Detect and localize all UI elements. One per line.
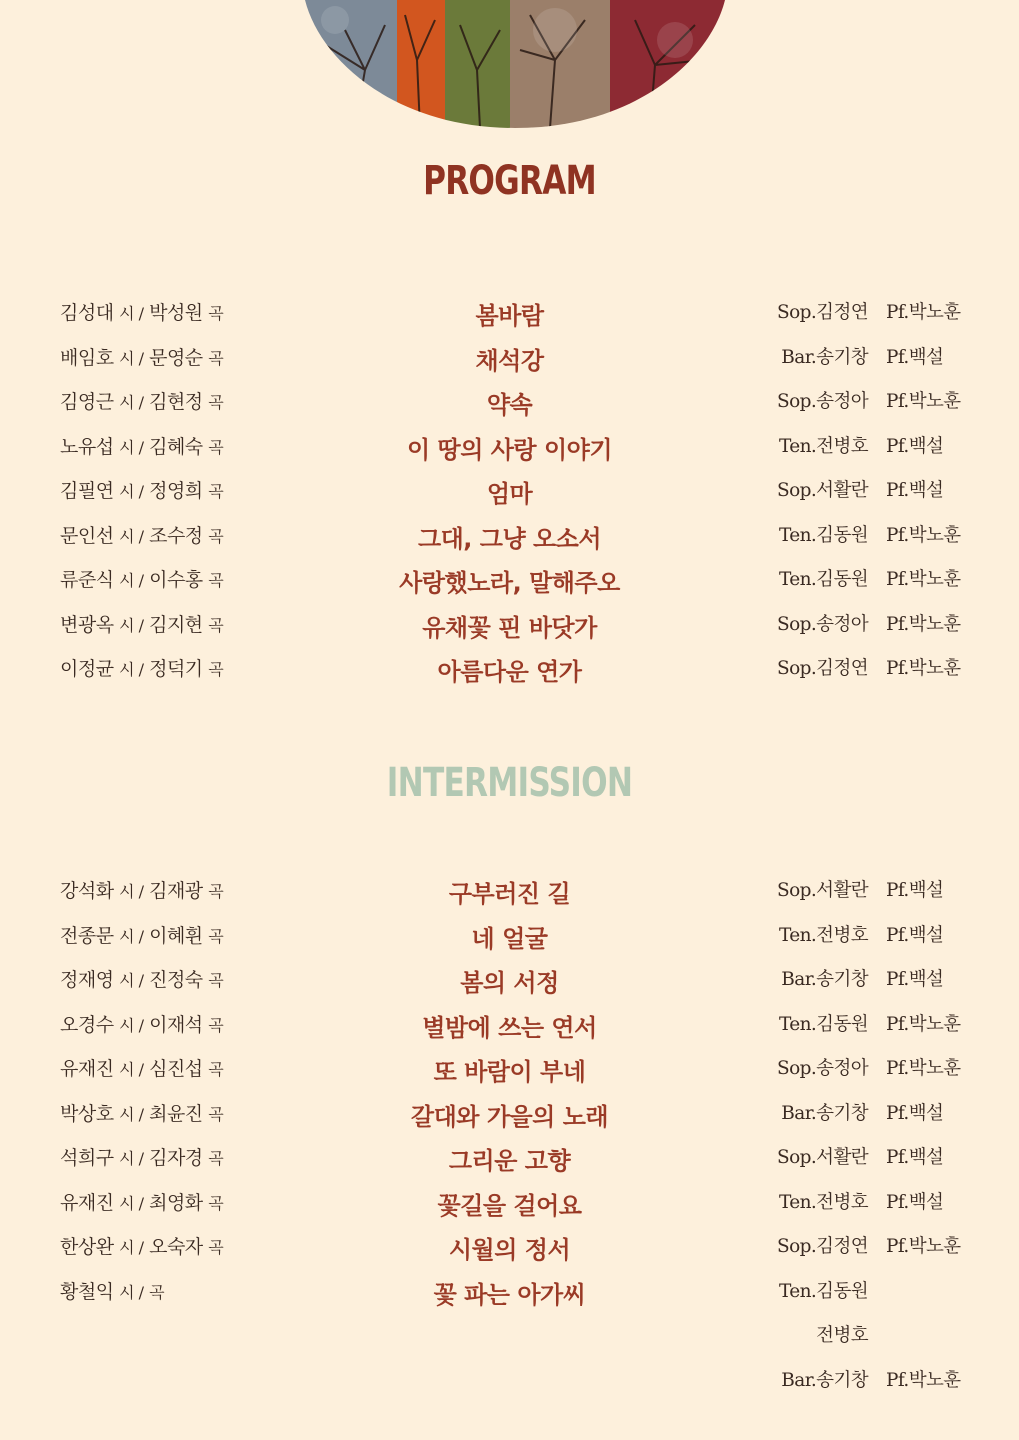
pianist-name: Pf.백설 bbox=[886, 924, 944, 946]
poet-name: 유재진 bbox=[60, 1191, 114, 1214]
poet-suffix: 시 / bbox=[119, 393, 144, 412]
poet-suffix: 시 / bbox=[119, 526, 144, 546]
composer-name: 최영화 bbox=[149, 1191, 203, 1214]
singer-name: Ten.김동원 bbox=[778, 1280, 868, 1302]
program-row bbox=[0, 335, 1019, 380]
program-row bbox=[0, 379, 1019, 424]
seasonal-tree-artwork bbox=[305, 0, 725, 130]
pianist-name: Pf.박노훈 bbox=[886, 613, 961, 635]
composer-suffix: 곡 bbox=[208, 1060, 224, 1079]
pianist-name: Pf.박노훈 bbox=[886, 658, 961, 679]
composer-name: 김혜숙 bbox=[149, 435, 203, 458]
singer-name: Bar.송기창 bbox=[781, 346, 868, 368]
composer-suffix: 곡 bbox=[208, 348, 224, 368]
song-title: 엄마 bbox=[486, 480, 533, 508]
composer-name: 정영희 bbox=[149, 480, 203, 502]
poet-name: 문인선 bbox=[60, 524, 114, 547]
composer-suffix: 곡 bbox=[208, 882, 224, 901]
composer-suffix: 곡 bbox=[208, 526, 224, 546]
song-title: 그대, 그냥 오소서 bbox=[417, 524, 602, 553]
composer-suffix: 곡 bbox=[208, 393, 224, 412]
program-row bbox=[0, 290, 1019, 335]
poet-suffix: 시 / bbox=[119, 571, 144, 590]
poet-suffix: 시 / bbox=[119, 437, 144, 457]
composer-name: 진정숙 bbox=[149, 969, 203, 991]
program-row bbox=[0, 1135, 1019, 1180]
composer-name: 김현정 bbox=[149, 391, 203, 413]
singer-name: Sop.서활란 bbox=[777, 480, 868, 501]
song-title: 네 얼굴 bbox=[471, 924, 548, 953]
composer-suffix: 곡 bbox=[208, 437, 224, 457]
singer-name: Sop.김정연 bbox=[777, 658, 868, 679]
poet-name: 전종문 bbox=[60, 924, 114, 947]
pianist-name: Pf.백설 bbox=[886, 1147, 944, 1168]
poet-name: 유재진 bbox=[60, 1058, 114, 1080]
singer-name: Ten.전병호 bbox=[778, 1191, 868, 1213]
song-title: 시월의 정서 bbox=[448, 1236, 571, 1264]
program-row bbox=[0, 468, 1019, 513]
composer-suffix: 곡 bbox=[208, 1238, 224, 1257]
pianist-name: Pf.박노훈 bbox=[886, 1369, 961, 1391]
poet-name: 오경수 bbox=[60, 1013, 114, 1036]
composer-name: 박성원 bbox=[149, 302, 203, 324]
composer-name: 정덕기 bbox=[149, 658, 203, 680]
poet-name: 한상완 bbox=[60, 1236, 114, 1258]
song-title: 채석강 bbox=[475, 346, 544, 375]
poet-name: 김영근 bbox=[60, 391, 114, 413]
composer-suffix: 곡 bbox=[208, 1149, 224, 1168]
pianist-name: Pf.박노훈 bbox=[886, 569, 961, 590]
song-title: 구부러진 길 bbox=[448, 880, 571, 908]
pianist-name: Pf.백설 bbox=[886, 435, 944, 457]
composer-name: 이재석 bbox=[149, 1013, 203, 1036]
program-row bbox=[0, 1269, 1019, 1314]
pianist-name: Pf.백설 bbox=[886, 1102, 944, 1124]
composer-name: 김자경 bbox=[149, 1147, 203, 1169]
poet-name: 노유섭 bbox=[60, 435, 114, 458]
composer-name: 김지현 bbox=[149, 613, 203, 636]
poet-suffix: 시 / bbox=[119, 615, 144, 635]
singer-name: Sop.송정아 bbox=[777, 1058, 868, 1079]
pianist-name: Pf.박노훈 bbox=[886, 391, 961, 412]
song-title: 아름다운 연가 bbox=[437, 658, 582, 686]
program-row bbox=[0, 424, 1019, 469]
program-row bbox=[0, 1224, 1019, 1269]
poet-name: 석희구 bbox=[60, 1147, 114, 1169]
song-title: 유채꽃 핀 바닷가 bbox=[422, 613, 597, 642]
composer-name: 이혜휜 bbox=[149, 924, 203, 947]
pianist-name: Pf.박노훈 bbox=[886, 302, 961, 323]
program-row bbox=[0, 868, 1019, 913]
composer-name: 심진섭 bbox=[149, 1058, 203, 1080]
song-title: 그리운 고향 bbox=[448, 1147, 571, 1175]
singer-name: Sop.김정연 bbox=[777, 1236, 868, 1257]
singer-name: 전병호 bbox=[816, 1325, 868, 1346]
program-part1-list bbox=[0, 290, 1019, 691]
pianist-name: Pf.박노훈 bbox=[886, 1236, 961, 1257]
composer-suffix: 곡 bbox=[208, 660, 224, 679]
composer-suffix: 곡 bbox=[208, 971, 224, 990]
program-row bbox=[0, 646, 1019, 691]
poet-suffix: 시 / bbox=[119, 926, 144, 946]
program-row bbox=[0, 1091, 1019, 1136]
poet-name: 강석화 bbox=[60, 880, 114, 902]
poet-name: 이정균 bbox=[60, 658, 114, 680]
singer-name: Bar.송기창 bbox=[781, 969, 868, 990]
pianist-name: Pf.백설 bbox=[886, 346, 944, 368]
composer-suffix: 곡 bbox=[208, 1015, 224, 1035]
program-row bbox=[0, 1180, 1019, 1225]
composer-suffix: 곡 bbox=[208, 482, 224, 501]
poet-suffix: 시 / bbox=[119, 304, 144, 323]
composer-name: 조수정 bbox=[149, 524, 203, 547]
singer-name: Ten.전병호 bbox=[778, 435, 868, 457]
composer-suffix: 곡 bbox=[208, 304, 224, 323]
pianist-name: Pf.박노훈 bbox=[886, 1058, 961, 1079]
song-title: 봄의 서정 bbox=[460, 969, 559, 997]
program-heading: PROGRAM bbox=[423, 158, 596, 204]
song-title: 약속 bbox=[486, 391, 533, 419]
poet-suffix: 시 / bbox=[119, 660, 144, 679]
poet-suffix: 시 / bbox=[119, 882, 144, 901]
poet-suffix: 시 / bbox=[119, 348, 144, 368]
composer-name: 이수홍 bbox=[149, 569, 203, 591]
composer-name: 문영순 bbox=[149, 346, 203, 369]
poet-suffix: 시 / bbox=[119, 1149, 144, 1168]
song-title: 갈대와 가을의 노래 bbox=[410, 1102, 609, 1131]
poet-name: 황철익 bbox=[60, 1280, 114, 1303]
song-title: 봄바람 bbox=[475, 302, 544, 330]
pianist-name: Pf.백설 bbox=[886, 1191, 944, 1213]
composer-suffix: 곡 bbox=[149, 1282, 165, 1302]
composer-name: 김재광 bbox=[149, 880, 203, 902]
singer-name: Ten.김동원 bbox=[778, 569, 868, 590]
pianist-name: Pf.백설 bbox=[886, 880, 944, 901]
song-title: 또 바람이 부네 bbox=[433, 1058, 586, 1086]
composer-suffix: 곡 bbox=[208, 571, 224, 590]
program-row bbox=[0, 1313, 1019, 1358]
singer-name: Sop.송정아 bbox=[777, 391, 868, 412]
song-title: 꽃 파는 아가씨 bbox=[433, 1280, 586, 1309]
poet-suffix: 시 / bbox=[119, 482, 144, 501]
poet-name: 정재영 bbox=[60, 969, 114, 991]
composer-name: 최윤진 bbox=[149, 1102, 203, 1125]
intermission-heading: INTERMISSION bbox=[386, 760, 633, 806]
poet-name: 박상호 bbox=[60, 1102, 114, 1125]
poet-suffix: 시 / bbox=[119, 1060, 144, 1079]
program-row bbox=[0, 602, 1019, 647]
singer-name: Ten.김동원 bbox=[778, 524, 868, 546]
composer-suffix: 곡 bbox=[208, 926, 224, 946]
pianist-name: Pf.박노훈 bbox=[886, 524, 961, 546]
song-title: 꽃길을 걸어요 bbox=[437, 1191, 582, 1220]
program-row bbox=[0, 1002, 1019, 1047]
composer-suffix: 곡 bbox=[208, 615, 224, 635]
program-row bbox=[0, 513, 1019, 558]
pianist-name: Pf.박노훈 bbox=[886, 1013, 961, 1035]
singer-name: Bar.송기창 bbox=[781, 1369, 868, 1391]
singer-name: Sop.김정연 bbox=[777, 302, 868, 323]
poet-suffix: 시 / bbox=[119, 1238, 144, 1257]
song-title: 사랑했노라, 말해주오 bbox=[399, 569, 620, 597]
program-row bbox=[0, 913, 1019, 958]
song-title: 이 땅의 사랑 이야기 bbox=[406, 435, 613, 464]
program-row bbox=[0, 957, 1019, 1002]
poet-name: 김필연 bbox=[60, 480, 114, 502]
poet-suffix: 시 / bbox=[119, 1015, 144, 1035]
poet-name: 변광옥 bbox=[60, 613, 114, 636]
poet-name: 류준식 bbox=[60, 569, 114, 591]
song-title: 별밤에 쓰는 연서 bbox=[422, 1013, 597, 1042]
singer-name: Sop.서활란 bbox=[777, 1147, 868, 1168]
singer-name: Bar.송기창 bbox=[781, 1102, 868, 1124]
poet-suffix: 시 / bbox=[119, 1282, 144, 1302]
pianist-name: Pf.백설 bbox=[886, 480, 944, 501]
program-row bbox=[0, 557, 1019, 602]
pianist-name: Pf.백설 bbox=[886, 969, 944, 990]
composer-suffix: 곡 bbox=[208, 1104, 224, 1124]
poet-suffix: 시 / bbox=[119, 971, 144, 990]
composer-name: 오숙자 bbox=[149, 1236, 203, 1258]
singer-name: Sop.서활란 bbox=[777, 880, 868, 901]
singer-name: Ten.전병호 bbox=[778, 924, 868, 946]
singer-name: Ten.김동원 bbox=[778, 1013, 868, 1035]
poet-suffix: 시 / bbox=[119, 1193, 144, 1213]
poet-name: 김성대 bbox=[60, 302, 114, 324]
program-row bbox=[0, 1046, 1019, 1091]
singer-name: Sop.송정아 bbox=[777, 613, 868, 635]
program-part2-list bbox=[0, 868, 1019, 1402]
program-row bbox=[0, 1358, 1019, 1403]
poet-name: 배임호 bbox=[60, 346, 114, 369]
poet-suffix: 시 / bbox=[119, 1104, 144, 1124]
composer-suffix: 곡 bbox=[208, 1193, 224, 1213]
